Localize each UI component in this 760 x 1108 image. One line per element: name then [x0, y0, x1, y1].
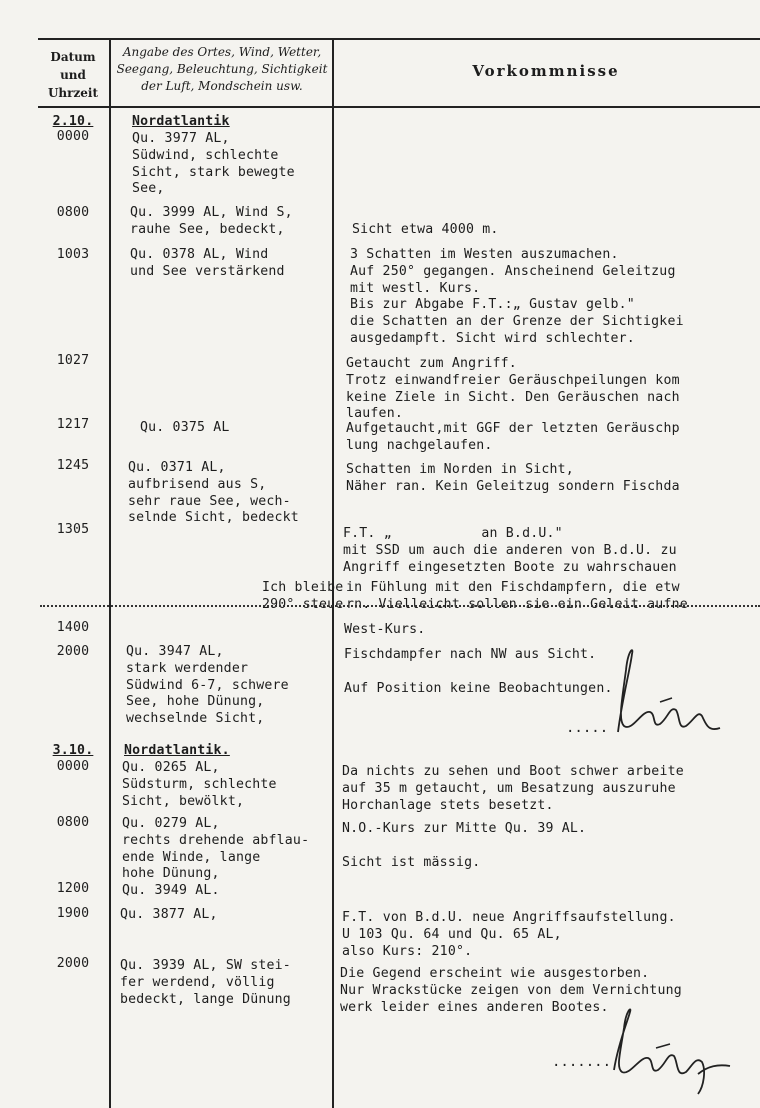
entry-time: 0000 — [56, 129, 90, 144]
entry-event: Getaucht zum Angriff. Trotz einwandfreier Geräuschpeilungen kom keine Ziele in Sicht. Den Geräuschen nach laufen. — [346, 356, 680, 422]
entry-time: 0800 — [56, 815, 90, 830]
entry-event: N.O.-Kurs zur Mitte Qu. 39 AL. Sicht ist mässig. — [342, 821, 587, 870]
entry-time: 1400 — [56, 620, 90, 635]
entry-event: Fischdampfer nach NW aus Sicht. Auf Position keine Beobachtungen. — [344, 647, 613, 696]
entry-time: 1305 — [56, 522, 90, 537]
signature — [560, 640, 730, 740]
entry-place: Qu. 3939 AL, SW stei- fer werdend, völlig bedeckt, lange Dünung — [120, 958, 291, 1007]
entry-event: Aufgetaucht,mit GGF der letzten Geräuschp lung nachgelaufen. — [346, 421, 680, 453]
top-rule — [38, 38, 760, 40]
header-place: Angabe des Ortes, Wind, Wetter, Seegang, Beleuchtung, Sichtigkeit der Luft, Mondschein usw. — [116, 45, 328, 93]
entry-event: Da nichts zu sehen und Boot schwer arbeite auf 35 m getaucht, um Besatzung auszuruhe Horchanlage stets besetzt. — [342, 764, 684, 813]
header-events: Vorkommnisse — [472, 62, 620, 80]
entry-place: Qu. 0265 AL, Südsturm, schlechte Sicht, bewölkt, — [122, 760, 277, 809]
entry-time: 1027 — [56, 353, 90, 368]
entry-event: 3 Schatten im Westen auszumachen. Auf 250° gegangen. Anscheinend Geleitzug mit westl. Kurs. Bis zur Abgabe F.T.:„ Gustav gelb." die Schatten an der Grenze der Sichtigkei ausgedampft. Sicht wird schlechter. — [350, 247, 684, 346]
entry-place: Qu. 3977 AL, Südwind, schlechte Sicht, stark bewegte See, — [132, 131, 295, 197]
dotted-separator — [40, 605, 760, 609]
column-divider-1 — [109, 38, 111, 1108]
entry-place: Qu. 0371 AL, aufbrisend aus S, sehr raue See, wech- selnde Sicht, bedeckt — [128, 460, 299, 526]
entry-event: West-Kurs. — [344, 622, 426, 637]
entry-time: 1245 — [56, 458, 90, 473]
entry-time: 1217 — [56, 417, 90, 432]
entry-event: Die Gegend erscheint wie ausgestorben. Nur Wrackstücke zeigen von dem Vernichtung werk leider eines anderen Bootes. — [340, 966, 682, 1015]
entry-place: Qu. 3947 AL, stark werdender Südwind 6-7, schwere See, hohe Dünung, wechselnde Sicht, — [126, 644, 289, 727]
header-rule — [38, 106, 760, 108]
entry-place: Qu. 3877 AL, — [120, 907, 218, 922]
entry-event: in Fühlung mit den Fischdampfern, die etw rn. Vielleicht sollen sie ein Geleit aufne — [346, 580, 688, 612]
entry-time: 0000 — [56, 759, 90, 774]
signature — [548, 1004, 738, 1100]
entry-time: 2000 — [56, 644, 90, 659]
entry-event: Sicht etwa 4000 m. — [352, 222, 499, 237]
entry-time: 0800 — [56, 205, 90, 220]
entry-time: 1003 — [56, 247, 90, 262]
svg-text:.....: ..... — [566, 720, 609, 736]
column-divider-2 — [332, 38, 334, 1108]
entry-time: 2000 — [56, 956, 90, 971]
entry-event: F.T. von B.d.U. neue Angriffsaufstellung. U 103 Qu. 64 und Qu. 65 AL, also Kurs: 210°. — [342, 910, 676, 959]
entry-place: Qu. 3999 AL, Wind S, rauhe See, bedeckt, — [130, 205, 293, 237]
entry-place-heading: Nordatlantik. — [124, 743, 230, 758]
entry-time: 1200 — [56, 881, 90, 896]
header-date: Datum und Uhrzeit — [47, 50, 99, 100]
entry-place-heading: Nordatlantik — [132, 114, 230, 129]
entry-place: Qu. 0375 AL — [140, 420, 230, 435]
entry-date: 3.10. — [52, 743, 94, 758]
entry-place: Qu. 0279 AL, rechts drehende abflau- ende Winde, lange hohe Dünung, — [122, 816, 310, 882]
svg-text:.......: ....... — [552, 1054, 612, 1070]
entry-place: Qu. 3949 AL. — [122, 883, 220, 898]
entry-place: Qu. 0378 AL, Wind und See verstärkend — [130, 247, 285, 279]
entry-continuation-left: Ich bleibe 290° steue — [262, 580, 344, 612]
entry-event: Schatten im Norden in Sicht, Näher ran. Kein Geleitzug sondern Fischda — [346, 462, 680, 494]
entry-event: F.T. „ an B.d.U." mit SSD um auch die anderen von B.d.U. zu Angriff eingesetzten Boote zu wahrschauen — [343, 526, 677, 575]
entry-date: 2.10. — [52, 114, 94, 129]
entry-time: 1900 — [56, 906, 90, 921]
